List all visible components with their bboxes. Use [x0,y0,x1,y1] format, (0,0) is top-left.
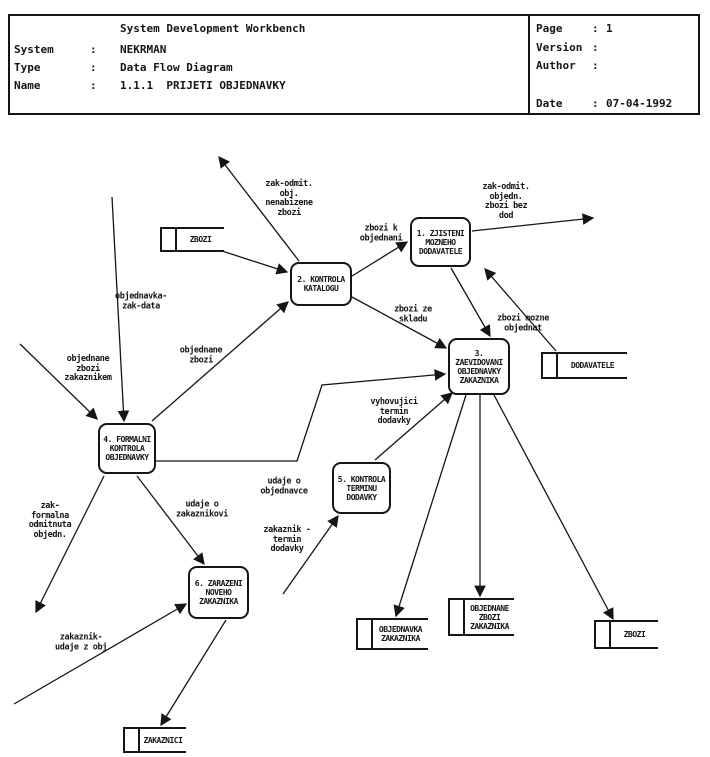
datastore-label [140,736,186,745]
flow-label-line: objednat [504,323,542,333]
version-sep: : [592,41,599,54]
flow-label-line: skladu [398,314,428,324]
flow-zarazeni-to-zakaznici [161,620,226,725]
flow-label-objednane-zbozi-zakaznikem [64,355,111,384]
datastore-dodavatele [541,352,627,379]
flow-label-line: nenabizene [265,198,313,208]
version-row [536,41,599,54]
flow-label-line: zbozi [189,355,213,365]
flow-label-line: vyhovujici [370,396,418,407]
process-label-line: MOZNEHO [425,237,456,247]
process-label-line: OBJEDNAVKY [105,453,149,462]
flow-label-line: zbozi bez [484,201,528,211]
type-label: Type [14,61,41,74]
process-label-line: 6. ZARAZENI [194,579,243,588]
process-label-line: OBJEDNAVKY [457,366,501,376]
name-label: Name [14,79,41,92]
datastore-compartment [596,622,611,647]
title-block [8,14,700,115]
process-zaevidovani-objednavky-zakaznika [448,338,510,395]
flow-label-line: udaje o [185,499,219,510]
datastore-compartment [450,600,465,634]
flow-label-line: dodavky [377,415,411,426]
flow-label-objednavka-zak-data [115,293,167,312]
flow-label-line: dod [498,210,514,221]
flow-label-line: zbozi mozne [497,313,549,324]
date-label: Date [536,97,563,110]
title-block-divider [528,16,530,113]
process-zjisteni-mozneho-dodavatele [410,217,471,267]
flow-zbozi-to-kontrola-katalogu [222,251,287,272]
process-kontrola-katalogu [290,262,352,306]
datastore-label [373,625,428,643]
type-sep: : [90,61,97,74]
flow-zakaznik-udaje-z-obj [14,604,186,704]
process-label-line: ZAEVIDOVANI [455,357,503,367]
name-value: 1.1.1 PRIJETI OBJEDNAVKY [120,79,286,92]
process-label-line: 4. FORMALNI [103,435,151,444]
datastore-label-line: OBJEDNAVKA [378,625,423,634]
flow-label-zak-odmit-zbozi-bez-dod [482,183,529,221]
flow-label-line: objednani [359,233,403,243]
type-row [14,61,233,74]
flow-label-line: zak- [40,501,60,511]
flow-zjisteni-to-zaevidovani [451,268,490,336]
process-formalni-kontrola-objednavky [98,423,156,474]
system-row [14,43,167,56]
flow-zak-formalna-odmitnuta [36,476,104,612]
page-value: 1 [606,22,613,35]
flow-label-zakaznik-udaje-z-obj [55,634,107,653]
flow-label-line: zak-odmit. [265,179,313,189]
date-row [536,97,673,110]
datastore-label-line: ZAKAZNIKA [381,634,420,643]
flow-label-line: zak-data [122,301,160,311]
flow-label-line: zbozi [76,363,100,374]
flow-label-line: obj. [279,188,299,199]
process-label-line: 3. [474,348,484,358]
process-label-line: DODAVKY [346,492,377,502]
flow-label-line: zakaznik- [59,632,103,643]
flow-label-zbozi-k-objednani [360,225,402,244]
datastore-label-line: ZBOZI [189,235,212,244]
flow-label-line: udaje z obj [55,642,107,652]
flow-zbozi-k-objednani [352,242,407,276]
system-value: NEKRMAN [120,43,167,56]
flow-label-line: objednane [179,345,223,356]
datastore-compartment [543,354,558,377]
flow-label-zbozi-mozne-objednat [497,315,549,334]
page-row [536,22,613,35]
system-label: System [14,43,54,56]
process-label-line: ZAKAZNIKA [459,375,499,385]
flow-label-line: zakaznik - [263,524,311,535]
flow-label-line: termin [379,406,409,417]
workbench-title: System Development Workbench [120,22,306,35]
datastore-label-line: OBJEDNANE [470,603,509,613]
process-label-line: TERMINU [346,483,377,493]
flow-label-line: zakaznikem [64,372,112,383]
flow-label-line: objedn. [489,191,523,202]
datastore-compartment [358,620,373,648]
datastore-zbozi-bottom [594,620,658,649]
flow-label-line: dodavky [270,543,304,554]
name-sep: : [90,79,97,92]
name-row [14,79,286,92]
flow-zaevidovani-to-objednavka [396,395,466,616]
flow-label-line: zbozi ze [394,304,432,315]
flow-zaevidovani-to-zbozi [494,395,613,619]
page-sep: : [592,22,599,35]
date-sep: : [592,97,599,110]
flow-label-vyhovujici-termin-dodavky [370,398,417,427]
datastore-zbozi-top [160,227,224,252]
date-value: 07-04-1992 [606,97,673,110]
datastore-zakaznici [123,727,186,753]
process-zarazeni-noveho-zakaznika [188,566,249,619]
flow-label-line: zbozi [277,207,301,218]
type-value: Data Flow Diagram [120,61,233,74]
flow-label-line: zak-odmit. [482,182,530,192]
flow-label-line: termin [272,534,302,545]
process-label-line: 2. KONTROLA [297,275,345,284]
datastore-label [611,630,658,639]
flow-label-line: objedn. [33,529,67,540]
process-kontrola-terminu-dodavky [332,462,391,514]
flow-label-line: udaje o [267,476,301,487]
datastore-compartment [162,229,177,250]
author-label: Author [536,59,576,72]
author-sep: : [592,59,599,72]
datastore-label-line: ZBOZI [623,630,646,639]
process-label-line: KONTROLA [109,444,145,453]
process-label-line: 5. KONTROLA [337,474,386,484]
flow-label-line: formalna [31,510,69,521]
flow-label-line: zbozi k [364,223,398,234]
datastore-label-line: ZAKAZNIKA [470,621,509,631]
flow-label-zbozi-ze-skladu [394,306,432,325]
datastore-label-line: ZAKAZNICI [143,735,183,745]
flow-label-objednane-zbozi [180,347,222,366]
datastore-objednavka-zakaznika [356,618,428,650]
system-sep: : [90,43,97,56]
datastore-objednane-zbozi-zakaznika [448,598,514,636]
datastore-compartment [125,729,140,751]
page-label: Page [536,22,563,35]
flow-udaje-o-zakaznikovi [137,476,204,564]
version-label: Version [536,41,583,54]
process-label-line: KATALOGU [303,284,339,293]
flow-label-line: objednavce [260,486,308,496]
flow-label-zak-formalna-odmitnuta [29,502,71,540]
flow-label-zakaznik-termin-dodavky [263,526,310,555]
flow-label-udaje-o-objednavce [260,478,307,497]
flow-label-zak-odmit-nenabizene [265,180,312,218]
author-row [536,59,599,72]
process-label-line: NOVEHO [205,588,232,597]
datastore-label [177,235,224,244]
flow-label-udaje-o-zakaznikovi [176,501,228,520]
datastore-label [558,361,627,370]
flow-label-line: zakaznikovi [176,509,228,519]
flow-label-line: odmitnuta [28,520,72,530]
datastore-label-line: DODAVATELE [570,361,615,370]
datastore-label-line: ZBOZI [478,612,501,622]
process-label-line: ZAKAZNIKA [199,597,238,606]
process-label-line: 1. ZJISTENI [416,228,465,238]
datastore-label [465,604,514,631]
process-label-line: DODAVATELE [418,246,463,256]
flow-label-line: objednavka- [115,291,167,302]
flow-label-line: objednane [66,353,110,364]
